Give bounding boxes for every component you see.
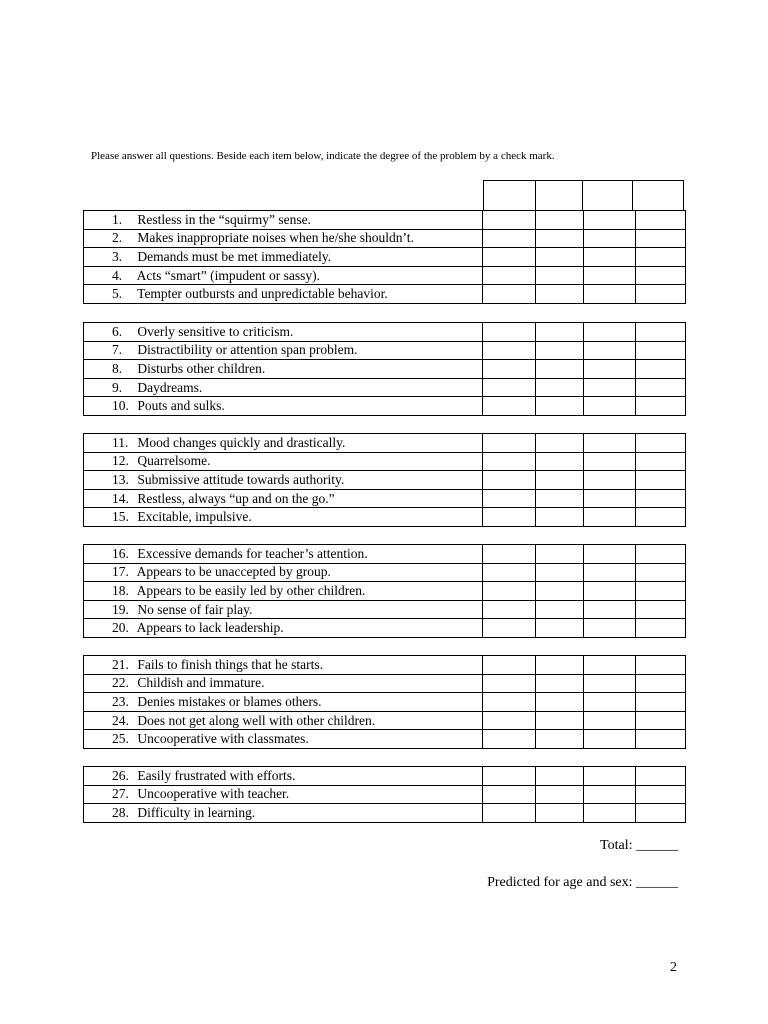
item-label-cell <box>84 730 483 749</box>
check-cell[interactable] <box>536 489 584 508</box>
item-text: Fails to finish things that he starts. <box>137 656 323 672</box>
table-row <box>84 545 686 564</box>
item-text: Appears to lack leadership. <box>136 620 284 636</box>
item-label-cell <box>84 248 483 267</box>
item-label-cell <box>84 378 483 397</box>
item-text: Does not get along well with other children. <box>137 712 376 728</box>
check-cell[interactable] <box>584 545 636 564</box>
total-label: Total: ______ <box>600 838 678 853</box>
item-text: Tempter outbursts and unpredictable behavior. <box>137 286 388 302</box>
item-text: Easily frustrated with efforts. <box>137 767 296 783</box>
item-number: 24. <box>112 712 129 728</box>
item-label-cell <box>84 674 483 693</box>
check-cell[interactable] <box>584 452 636 471</box>
check-cell[interactable] <box>483 730 536 749</box>
check-cell[interactable] <box>584 285 636 304</box>
item-label-cell <box>84 229 483 248</box>
item-number: 1. <box>112 211 123 227</box>
item-text: Distractibility or attention span problem. <box>137 342 358 358</box>
item-text: Denies mistakes or blames others. <box>137 693 322 709</box>
check-cell[interactable] <box>584 434 636 453</box>
check-cell[interactable] <box>483 767 536 786</box>
check-cell[interactable] <box>536 471 584 490</box>
check-cell[interactable] <box>536 785 584 804</box>
check-cell[interactable] <box>584 693 636 712</box>
item-text: Excitable, impulsive. <box>137 509 252 525</box>
item-number: 19. <box>112 601 129 617</box>
item-number: 15. <box>112 509 129 525</box>
check-cell[interactable] <box>636 711 686 730</box>
item-text: Uncooperative with classmates. <box>137 731 309 747</box>
item-label-cell <box>84 508 483 527</box>
rating-header-cell <box>535 180 583 211</box>
check-cell[interactable] <box>536 767 584 786</box>
check-cell[interactable] <box>636 508 686 527</box>
check-cell[interactable] <box>636 674 686 693</box>
check-cell[interactable] <box>636 434 686 453</box>
check-cell[interactable] <box>584 600 636 619</box>
item-label-cell <box>84 656 483 675</box>
item-number: 23. <box>112 693 129 709</box>
check-cell[interactable] <box>483 508 536 527</box>
item-group <box>83 210 686 304</box>
check-cell[interactable] <box>536 229 584 248</box>
item-label-cell <box>84 211 483 230</box>
check-cell[interactable] <box>483 489 536 508</box>
check-cell[interactable] <box>536 730 584 749</box>
item-number: 8. <box>112 360 123 376</box>
item-label-cell <box>84 619 483 638</box>
item-label-cell <box>84 341 483 360</box>
item-label-cell <box>84 323 483 342</box>
check-cell[interactable] <box>584 563 636 582</box>
table-row <box>84 508 686 527</box>
check-cell[interactable] <box>483 360 536 379</box>
item-number: 25. <box>112 731 129 747</box>
check-cell[interactable] <box>636 563 686 582</box>
table-row <box>84 434 686 453</box>
table-row <box>84 804 686 823</box>
check-cell[interactable] <box>584 323 636 342</box>
item-label-cell <box>84 693 483 712</box>
item-number: 17. <box>112 564 129 580</box>
table-row <box>84 323 686 342</box>
check-cell[interactable] <box>584 674 636 693</box>
table-row <box>84 248 686 267</box>
item-label-cell <box>84 397 483 416</box>
check-cell[interactable] <box>536 452 584 471</box>
check-cell[interactable] <box>536 600 584 619</box>
item-label-cell <box>84 711 483 730</box>
table-row <box>84 452 686 471</box>
check-cell[interactable] <box>636 767 686 786</box>
table-row <box>84 211 686 230</box>
check-cell[interactable] <box>636 785 686 804</box>
check-cell[interactable] <box>483 656 536 675</box>
check-cell[interactable] <box>636 489 686 508</box>
rating-header-cell <box>582 180 634 211</box>
item-number: 5. <box>112 286 123 302</box>
check-cell[interactable] <box>636 323 686 342</box>
check-cell[interactable] <box>636 471 686 490</box>
check-cell[interactable] <box>536 563 584 582</box>
item-text: Childish and immature. <box>137 675 265 691</box>
check-cell[interactable] <box>584 248 636 267</box>
item-group <box>83 766 686 823</box>
table-row <box>84 656 686 675</box>
check-cell[interactable] <box>584 730 636 749</box>
check-cell[interactable] <box>536 360 584 379</box>
item-text: Mood changes quickly and drastically. <box>137 434 346 450</box>
item-number: 28. <box>112 804 129 820</box>
check-cell[interactable] <box>636 248 686 267</box>
check-cell[interactable] <box>636 378 686 397</box>
item-text: Makes inappropriate noises when he/she shouldn’t. <box>137 230 414 246</box>
check-cell[interactable] <box>536 674 584 693</box>
item-text: No sense of fair play. <box>137 601 253 617</box>
page-number: 2 <box>670 960 677 975</box>
item-number: 4. <box>112 267 123 283</box>
check-cell[interactable] <box>536 804 584 823</box>
rating-header-cell <box>632 180 684 211</box>
table-row <box>84 397 686 416</box>
check-cell[interactable] <box>636 804 686 823</box>
check-cell[interactable] <box>483 471 536 490</box>
check-cell[interactable] <box>636 229 686 248</box>
check-cell[interactable] <box>536 656 584 675</box>
check-cell[interactable] <box>584 582 636 601</box>
table-row <box>84 785 686 804</box>
check-cell[interactable] <box>536 248 584 267</box>
instructions-text: Please answer all questions. Beside each item below, indicate the degree of the problem by a check mark. <box>91 150 555 162</box>
check-cell[interactable] <box>483 285 536 304</box>
check-cell[interactable] <box>636 397 686 416</box>
item-text: Appears to be unaccepted by group. <box>136 564 331 580</box>
table-row <box>84 600 686 619</box>
item-label-cell <box>84 360 483 379</box>
check-cell[interactable] <box>483 452 536 471</box>
item-group <box>83 433 686 527</box>
check-cell[interactable] <box>536 323 584 342</box>
check-cell[interactable] <box>536 545 584 564</box>
item-group <box>83 655 686 749</box>
item-number: 12. <box>112 453 129 469</box>
check-cell[interactable] <box>483 545 536 564</box>
item-label-cell <box>84 545 483 564</box>
check-cell[interactable] <box>584 619 636 638</box>
item-text: Disturbs other children. <box>137 360 266 376</box>
check-cell[interactable] <box>636 730 686 749</box>
check-cell[interactable] <box>636 582 686 601</box>
item-label-cell <box>84 266 483 285</box>
check-cell[interactable] <box>584 804 636 823</box>
item-text: Restless in the “squirmy” sense. <box>137 211 311 227</box>
check-cell[interactable] <box>636 545 686 564</box>
check-cell[interactable] <box>536 508 584 527</box>
item-group <box>83 544 686 638</box>
check-cell[interactable] <box>536 711 584 730</box>
check-cell[interactable] <box>483 323 536 342</box>
check-cell[interactable] <box>584 656 636 675</box>
check-cell[interactable] <box>483 582 536 601</box>
table-row <box>84 619 686 638</box>
item-text: Excessive demands for teacher’s attention. <box>137 545 368 561</box>
item-text: Demands must be met immediately. <box>137 248 332 264</box>
table-row <box>84 563 686 582</box>
check-cell[interactable] <box>483 563 536 582</box>
check-cell[interactable] <box>483 711 536 730</box>
item-number: 6. <box>112 323 123 339</box>
check-cell[interactable] <box>483 211 536 230</box>
item-text: Restless, always “up and on the go.” <box>137 490 335 506</box>
check-cell[interactable] <box>483 341 536 360</box>
item-label-cell <box>84 767 483 786</box>
check-cell[interactable] <box>584 785 636 804</box>
item-text: Difficulty in learning. <box>137 804 256 820</box>
check-cell[interactable] <box>636 285 686 304</box>
item-label-cell <box>84 785 483 804</box>
check-cell[interactable] <box>536 397 584 416</box>
check-cell[interactable] <box>584 266 636 285</box>
check-cell[interactable] <box>536 693 584 712</box>
item-label-cell <box>84 434 483 453</box>
check-cell[interactable] <box>636 211 686 230</box>
check-cell[interactable] <box>584 471 636 490</box>
item-text: Uncooperative with teacher. <box>137 786 290 802</box>
table-row <box>84 378 686 397</box>
item-number: 10. <box>112 398 129 414</box>
check-cell[interactable] <box>483 378 536 397</box>
check-cell[interactable] <box>636 619 686 638</box>
table-row <box>84 341 686 360</box>
check-cell[interactable] <box>536 266 584 285</box>
item-number: 13. <box>112 471 129 487</box>
item-number: 14. <box>112 490 129 506</box>
check-cell[interactable] <box>636 341 686 360</box>
item-number: 7. <box>112 342 123 358</box>
item-text: Pouts and sulks. <box>137 398 225 414</box>
check-cell[interactable] <box>536 434 584 453</box>
predicted-label: Predicted for age and sex: ______ <box>487 875 678 890</box>
rating-header-row <box>483 180 684 211</box>
table-row <box>84 674 686 693</box>
check-cell[interactable] <box>636 266 686 285</box>
check-cell[interactable] <box>536 341 584 360</box>
check-cell[interactable] <box>584 360 636 379</box>
item-label-cell <box>84 804 483 823</box>
table-row <box>84 229 686 248</box>
check-cell[interactable] <box>483 229 536 248</box>
item-label-cell <box>84 600 483 619</box>
item-label-cell <box>84 563 483 582</box>
check-cell[interactable] <box>584 508 636 527</box>
item-group <box>83 322 686 416</box>
item-number: 11. <box>112 434 129 450</box>
check-cell[interactable] <box>584 378 636 397</box>
check-cell[interactable] <box>584 211 636 230</box>
check-cell[interactable] <box>536 619 584 638</box>
item-number: 3. <box>112 248 123 264</box>
check-cell[interactable] <box>584 489 636 508</box>
table-row <box>84 582 686 601</box>
item-number: 26. <box>112 767 129 783</box>
item-label-cell <box>84 285 483 304</box>
check-cell[interactable] <box>483 248 536 267</box>
item-text: Quarrelsome. <box>137 453 211 469</box>
check-cell[interactable] <box>584 341 636 360</box>
check-cell[interactable] <box>483 397 536 416</box>
table-row <box>84 266 686 285</box>
check-cell[interactable] <box>483 434 536 453</box>
item-number: 9. <box>112 379 123 395</box>
check-cell[interactable] <box>536 285 584 304</box>
check-cell[interactable] <box>536 211 584 230</box>
item-label-cell <box>84 582 483 601</box>
rating-header-cell <box>483 180 536 211</box>
check-cell[interactable] <box>483 619 536 638</box>
table-row <box>84 767 686 786</box>
check-cell[interactable] <box>584 767 636 786</box>
item-text: Overly sensitive to criticism. <box>137 323 294 339</box>
table-row <box>84 471 686 490</box>
check-cell[interactable] <box>483 674 536 693</box>
item-text: Acts “smart” (impudent or sassy). <box>136 267 320 283</box>
item-text: Appears to be easily led by other children. <box>136 582 366 598</box>
check-cell[interactable] <box>584 397 636 416</box>
item-number: 16. <box>112 545 129 561</box>
check-cell[interactable] <box>483 785 536 804</box>
check-cell[interactable] <box>636 656 686 675</box>
item-number: 22. <box>112 675 129 691</box>
table-row <box>84 360 686 379</box>
item-number: 20. <box>112 620 129 636</box>
item-label-cell <box>84 489 483 508</box>
item-number: 18. <box>112 582 129 598</box>
item-text: Submissive attitude towards authority. <box>137 471 345 487</box>
check-cell[interactable] <box>483 804 536 823</box>
item-number: 2. <box>112 230 123 246</box>
item-text: Daydreams. <box>137 379 203 395</box>
item-number: 21. <box>112 656 129 672</box>
table-row <box>84 285 686 304</box>
check-cell[interactable] <box>636 452 686 471</box>
check-cell[interactable] <box>584 229 636 248</box>
check-cell[interactable] <box>536 582 584 601</box>
table-row <box>84 711 686 730</box>
item-label-cell <box>84 452 483 471</box>
check-cell[interactable] <box>483 266 536 285</box>
check-cell[interactable] <box>636 693 686 712</box>
check-cell[interactable] <box>636 360 686 379</box>
check-cell[interactable] <box>636 600 686 619</box>
check-cell[interactable] <box>536 378 584 397</box>
item-label-cell <box>84 471 483 490</box>
check-cell[interactable] <box>483 693 536 712</box>
table-row <box>84 730 686 749</box>
table-row <box>84 693 686 712</box>
item-number: 27. <box>112 786 129 802</box>
check-cell[interactable] <box>483 600 536 619</box>
check-cell[interactable] <box>584 711 636 730</box>
table-row <box>84 489 686 508</box>
